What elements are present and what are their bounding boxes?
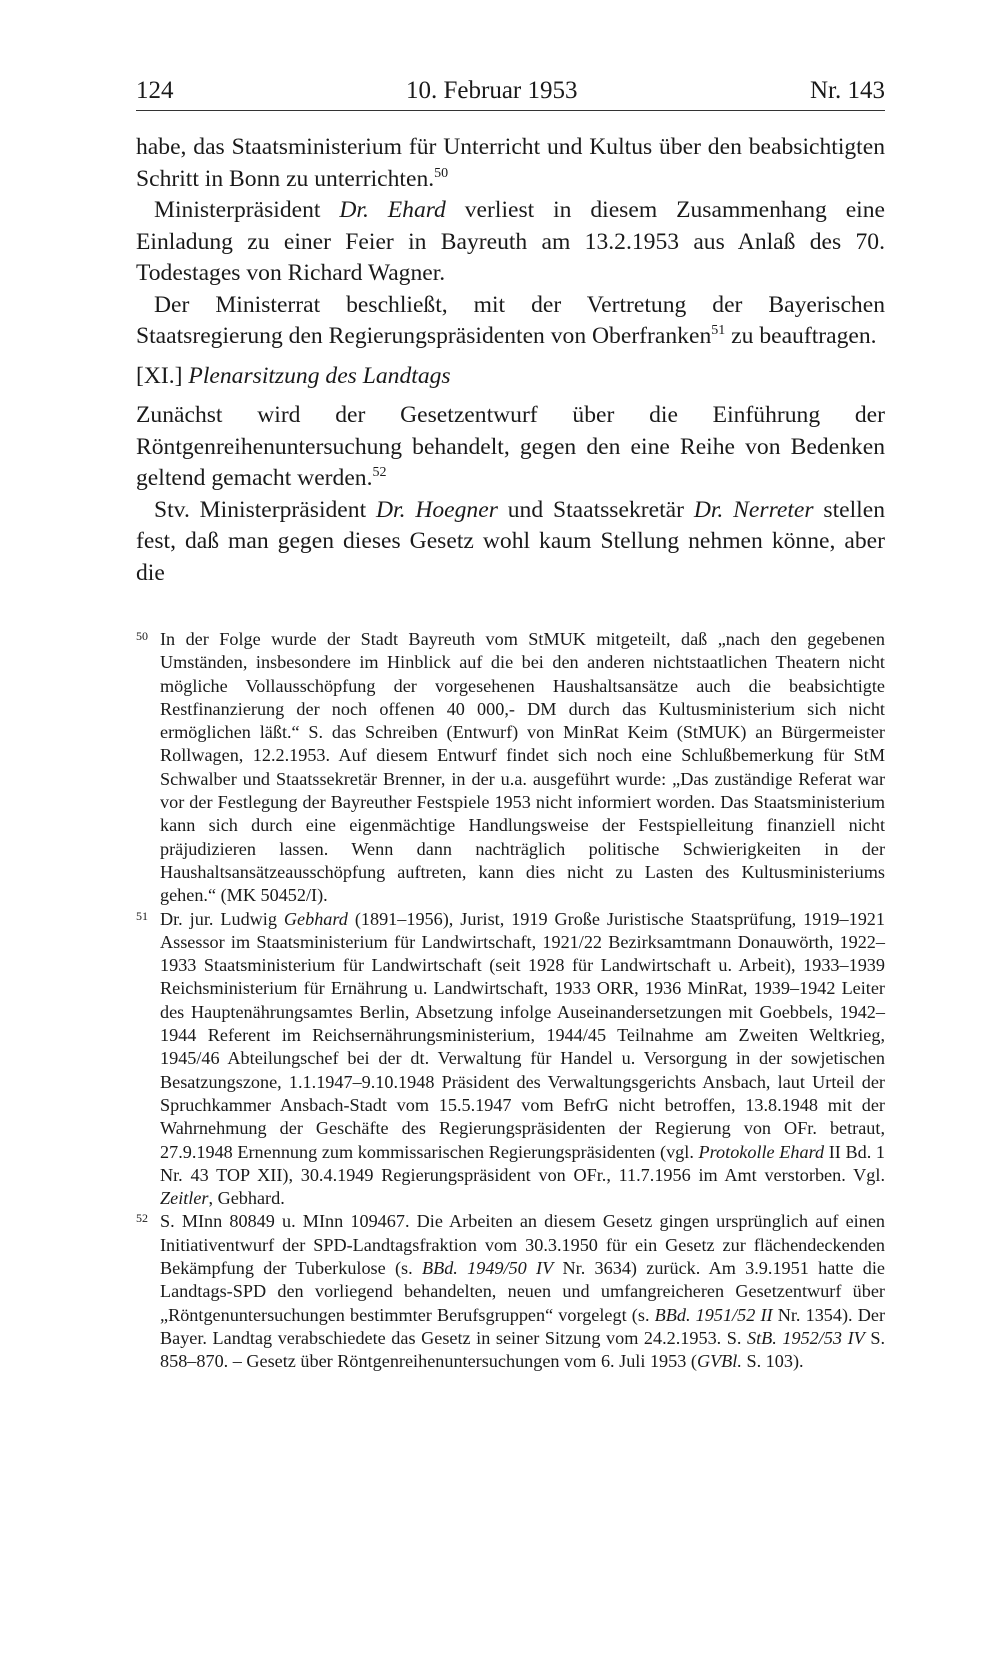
footnote-number: 52: [136, 1211, 148, 1226]
page-number: 124: [136, 77, 174, 104]
footnote-number: 51: [136, 908, 148, 923]
footnote-ref-51[interactable]: 51: [711, 323, 726, 338]
citation: StB. 1952/53 IV: [747, 1327, 865, 1348]
person-name: Gebhard: [283, 908, 348, 929]
page-content: [136, 78, 885, 589]
header-date: 10. Februar 1953: [406, 77, 578, 104]
footnote-text: Dr. jur. Ludwig Gebhard (1891–1956), Jurist, 1919 Große Juristische Staatsprüfung, 1919–1921 Assessor im Staatsministerium für Landwirtschaft, 1921/22 Bezirksamtmann Donauwörth, 1922–1933 Staatsministerium für Landwirtschaft (seit 1928 für Landwirtschaft u. Arbeit), 1933–1939 Reichsministerium für Ernährung u. Landwirtschaft, 1933 ORR, 1936 MinRat, 1939–1942 Leiter des Hauptenährungsamtes Berlin, Absetzung infolge Auseinandersetzungen mit Goebbels, 1942–1944 Referent im Reichsernährungsministerium, 1944/45 Teilnahme am Zweiten Weltkrieg, 1945/46 Abteilungschef bei der dt. Verwaltung für Handel u. Versorgung in der sowjetischen Besatzungszone, 1.1.1947–9.10.1948 Präsident des Verwaltungsgerichts Ansbach, laut Urteil der Spruchkammer Ansbach-Stadt vom 15.5.1947 vom BefrG nicht betroffen, 13.8.1948 mit der Wahrnehmung der Geschäfte des Regierungspräsidenten der Regierung von OFr. betraut, 27.9.1948 Ernennung zum kommissarischen Regierungspräsidenten (vgl. Protokolle Ehard II Bd. 1 Nr. 43 TOP XII), 30.4.1949 Regierungspräsident von OFr., 11.7.1956 im Amt verstorben. Vgl. Zeitler, Gebhard.: [160, 908, 885, 1209]
paragraph: [136, 400, 885, 495]
paragraph-text: Zunächst wird der Gesetzentwurf über die Einführung der Röntgenreihenuntersuchung behandelt, gegen den eine Reihe von Bedenken geltend gemacht werden.: [136, 402, 885, 491]
section-number: [XI.]: [136, 362, 183, 389]
paragraph-text: habe, das Staatsministerium für Unterricht und Kultus über den beabsichtigten Schritt in Bonn zu unterrichten.: [136, 134, 885, 192]
footnote-text: In der Folge wurde der Stadt Bayreuth vom StMUK mitgeteilt, daß „nach den gegebenen Umständen, insbesondere im Hinblick auf die bei den anderen nichtstaatlichen Theatern nicht mögliche Vollausschöpfung der vorgesehenen Haushaltsansätze auch die beabsichtigte Restfinanzierung der noch offenen 40 000,- DM durch das Kultusministerium sich nicht ermöglichen läßt.“ S. das Schreiben (Entwurf) von MinRat Keim (StMUK) an Bürgermeister Rollwagen, 12.2.1953. Auf diesem Entwurf findet sich noch eine Schlußbemerkung für StM Schwalber und Staatssekretär Brenner, in der u.a. ausgeführt wurde: „Das zuständige Referat war vor der Festlegung der Bayreuther Festspiele 1953 nicht informiert worden. Das Staatsministerium kann sich durch eine eigenmächtige Handlungsweise der Festspielleitung finanziell nicht präjudizieren lassen. Wenn dann nachträglich politische Schwierigkeiten in der Haushaltsansätzeausschöpfung auftreten, kann dies nicht zu Lasten des Kultusministeriums gehen.“ (MK 50452/I).: [160, 629, 885, 906]
paragraph: [136, 132, 885, 195]
citation: BBd. 1951/52 II: [654, 1304, 773, 1325]
person-name: Dr. Hoegner: [375, 496, 498, 523]
paragraph-text: stellen fest, daß man gegen dieses Gesetz wohl kaum Stellung nehmen könne, aber die: [136, 496, 885, 586]
paragraph: [136, 495, 885, 590]
running-header: [136, 78, 885, 111]
footnote-50: [136, 628, 885, 908]
footnote-ref-52[interactable]: 52: [372, 465, 387, 480]
paragraph-text: Stv. Ministerpräsident: [154, 496, 376, 523]
section-heading: [136, 361, 885, 393]
paragraph-text: Ministerpräsident: [154, 197, 340, 223]
footnote-number: 50: [136, 629, 148, 643]
paragraph: [136, 290, 885, 353]
footnote-51: [136, 908, 885, 1211]
main-text: [136, 132, 885, 589]
citation: Protokolle Ehard: [698, 1141, 825, 1162]
paragraph-text: zu beauftragen.: [725, 323, 877, 349]
document-number: Nr. 143: [810, 77, 885, 104]
footnote-ref-50[interactable]: 50: [434, 165, 449, 181]
footnotes: [136, 628, 885, 1374]
citation: GVBl.: [696, 1351, 742, 1372]
footnote-text: S. MInn 80849 u. MInn 109467. Die Arbeiten an diesem Gesetz gingen ursprünglich auf einen Initiativentwurf der SPD-Landtagsfraktion vom 30.3.1950 für ein Gesetz zur flächendeckenden Bekämpfung der Tuberkulose (s. BBd. 1949/50 IV Nr. 3634) zurück. Am 3.9.1951 hatte die Landtags-SPD den vorliegend behandelten, neuen und umfangreicheren Gesetzentwurf über „Röntgenuntersuchungen bestimmter Berufsgruppen“ vorgelegt (s. BBd. 1951/52 II Nr. 1354). Der Bayer. Landtag verabschiedete das Gesetz in seiner Sitzung vom 24.2.1953. S. StB. 1952/53 IV S. 858–870. – Gesetz über Röntgenreihenuntersuchungen vom 6. Juli 1953 (GVBl. S. 103).: [160, 1211, 885, 1372]
citation: Zeitler: [160, 1188, 209, 1209]
paragraph-text: verliest in diesem Zusammenhang eine Einladung zu einer Feier in Bayreuth am 13.2.1953 aus Anlaß des 70. Todestages von Richard Wagner.: [136, 197, 885, 286]
paragraph-text: Der Ministerrat beschließt, mit der Vertretung der Bayerischen Staatsregierung den Regierungspräsidenten von Oberfranken: [136, 291, 885, 349]
person-name: Dr. Nerreter: [693, 496, 814, 523]
footnote-52: [136, 1210, 885, 1373]
section-title: Plenarsitzung des Landtags: [188, 362, 451, 389]
paragraph: [136, 195, 885, 290]
paragraph-text: und Staatssekretär: [497, 496, 694, 523]
citation: BBd. 1949/50 IV: [421, 1258, 554, 1279]
person-name: Dr. Ehard: [339, 197, 446, 223]
